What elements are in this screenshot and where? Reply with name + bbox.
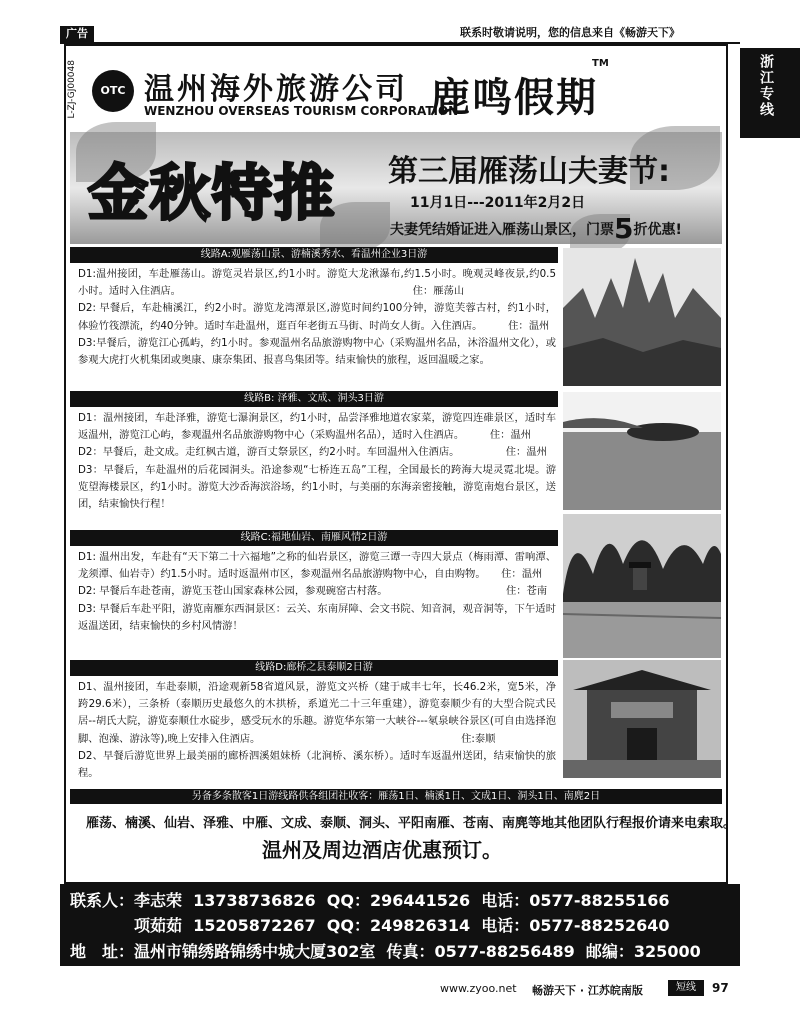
license-code: L-ZJ-GJ00048 — [67, 60, 77, 119]
offer-text: 夫妻凭结婚证进入雁荡山景区，门票 — [390, 222, 614, 238]
ad-label: 广告 — [60, 26, 94, 42]
route-day: D2、早餐后游览世界上最美丽的廊桥泗溪姐妹桥（北涧桥、溪东桥）。适时车返温州送团，结束愉快的旅程。 — [78, 749, 556, 780]
route-d-body — [78, 679, 556, 782]
route-day: D2: 早餐后车赴苍南，游览玉苍山国家森林公园，参观碗窑古村落。 住：苍南 — [78, 585, 548, 598]
section-tag: 浙江专线 — [758, 54, 774, 118]
route-a-header: 线路A:观雁荡山景、游楠溪秀水、看温州企业3日游 — [70, 247, 558, 263]
offer-discount: 5 — [614, 212, 634, 245]
hotel-booking: 温州及周边酒店优惠预订。 — [262, 838, 502, 862]
route-b-header: 线路B: 泽雅、文成、洞头3日游 — [70, 391, 558, 407]
page-number: 97 — [712, 981, 729, 995]
photo-lake-pavilion — [563, 514, 721, 658]
one-day-tours: 另备多条散客1日游线路供各组团社收客：雁荡1日、楠溪1日、文成1日、洞头1日、南麂2日 — [70, 789, 722, 804]
festival-title: 第三届雁荡山夫妻节: — [388, 154, 670, 189]
route-day: D1：温州接团，车赴泽雅，游览七瀑涧景区，约1小时，品尝泽雅地道农家菜，游览四连碓景区，适时车返温州，游览江心屿，参观温州名品旅游购物中心（采购温州名品），适时入住酒店。 住：温州 — [78, 412, 556, 442]
route-c-body — [78, 549, 556, 635]
route-day: D2：早餐后，赴文成。走红枫古道，游百丈祭景区，约2小时。车回温州入住酒店。 住：温州 — [78, 446, 547, 459]
company-name-cn: 温州海外旅游公司 — [144, 72, 408, 107]
route-c-header: 线路C:福地仙岩、南雁风情2日游 — [70, 530, 558, 546]
route-day: D3: 早餐后车赴平阳，游览南雁东西洞景区：云关、东南屏障、会文书院、知音洞，观音洞等，下午适时返温送团，结束愉快的乡村风情游！ — [78, 602, 556, 632]
route-day: D1: 温州出发，车赴有“天下第二十六福地”之称的仙岩景区，游览三谭一寺四大景点（梅雨潭、雷响潭、龙须潭、仙岩寺）约1.5小时。适时返温州市区，参观温州名品旅游购物中心，自由购物。 住：温州 — [78, 551, 556, 581]
photo-covered-bridge — [563, 660, 721, 778]
source-notice: 联系时敬请说明，您的信息来自《畅游天下》 — [460, 26, 680, 39]
publication-name: 畅游天下 · 江苏皖南版 — [532, 984, 643, 997]
photo-island-sea — [563, 392, 721, 510]
route-day: D2: 早餐后，车赴楠溪江，约2小时。游览龙湾潭景区,游览时间约100分钟，游览芙蓉古村，约1小时，体验竹筏漂流，约40分钟。适时车赴温州，逛百年老街五马街、时尚女人街。入住酒店。 住：温州 — [78, 302, 556, 332]
destination-list: 雁荡、楠溪、仙岩、泽雅、中雁、文成、泰顺、洞头、平阳南雁、苍南、南麂等地其他团队行程报价请来电索取。 — [86, 816, 737, 831]
route-day: D3:早餐后，游览江心孤屿，约1小时。参观温州名品旅游购物中心（采购温州名品，沐浴温州文化），或参观大虎打火机集团或奥康、康奈集团、报喜鸟集团等。结束愉快的旅程，返回温暖之家。 — [78, 336, 556, 367]
route-day: D1、温州接团，车赴泰顺，沿途观新58省道风景，游览文兴桥（建于咸丰七年，长46.2米，宽5米，净跨29.6米），三条桥（泰顺历史最悠久的木拱桥，系道光二十三年重建），游览泰顺少有的大型合院式民居--胡氏大院，游览泰顺仕水碇步，感受玩水的乐趣。游览华东第一大峡谷---氡泉峡谷景区(可自由选择泡脚、泡澡、游泳等),晚上安排入住酒店。 住:泰顺 — [78, 681, 556, 745]
route-day: D1:温州接团，车赴雁荡山。游览灵岩景区,约1小时。游览大龙湫瀑布,约1.5小时。晚观灵峰夜景,约0.5小时。适时入住酒店。 住：雁荡山 — [78, 268, 556, 298]
festival-date: 11月1日---2011年2月2日 — [410, 195, 586, 211]
banner-title: 金秋特推 — [88, 159, 336, 229]
section-label: 短线 — [668, 980, 704, 996]
route-b-body — [78, 410, 556, 513]
contact-row-1: 联系人：李志荣 13738736826 QQ：296441526 电话：0577-88255166 — [70, 891, 670, 910]
contact-address: 地 址：温州市锦绣路锦绣中城大厦302室 传真：0577-88256489 邮编：325000 — [70, 942, 701, 961]
photo-yandang-peaks — [563, 248, 721, 386]
route-d-header: 线路D:廊桥之县泰顺2日游 — [70, 660, 558, 676]
trademark-mark: TM — [592, 58, 609, 69]
website-url: www.zyoo.net — [440, 982, 517, 995]
company-name-en: WENZHOU OVERSEAS TOURISM CORPORATION — [144, 104, 459, 118]
brand-logo: 鹿鸣假期 — [430, 74, 598, 121]
offer-text-tail: 折优惠! — [633, 222, 682, 238]
festival-offer — [390, 212, 682, 245]
company-logo: OTC — [92, 70, 134, 112]
route-a-body — [78, 266, 556, 369]
contact-row-2: 项茹茹 15205872267 QQ：249826314 电话：0577-88252640 — [70, 916, 670, 935]
route-day: D3：早餐后，车赴温州的后花园洞头。沿途参观“七桥连五岛”工程，全国最长的跨海大堤灵霓北堤。游览望海楼景区，约1小时。游览大沙岙海滨浴场，约1小时，与美丽的东海亲密接触，游览南炮台景区，送团，结束愉快行程！ — [78, 463, 556, 511]
contact-block — [60, 884, 740, 966]
